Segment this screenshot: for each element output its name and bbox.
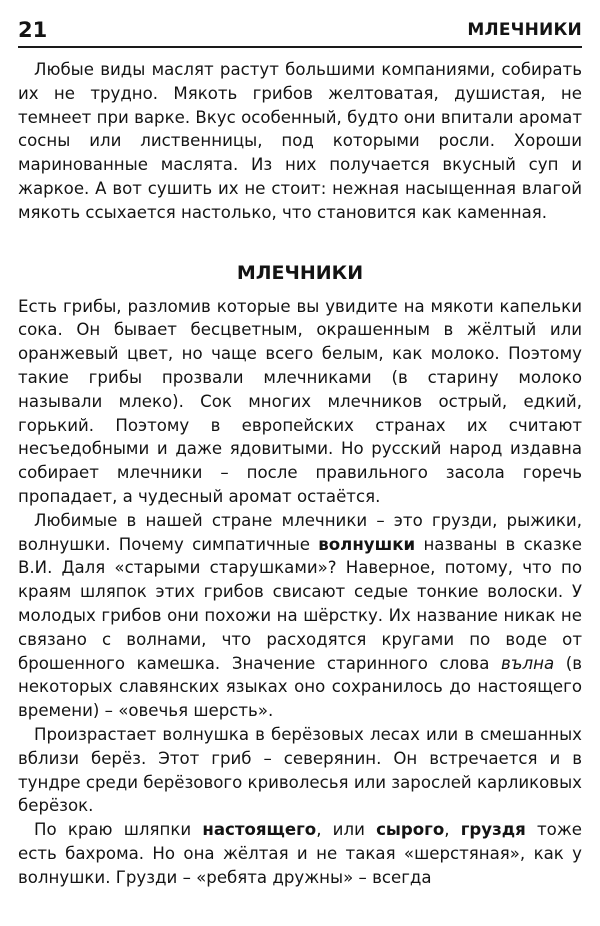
term-volnushki: волнушки (318, 534, 416, 554)
page-number: 21 (18, 18, 48, 42)
running-title: МЛЕЧНИКИ (467, 20, 582, 40)
intro-paragraph: Любые виды маслят растут большими компаниями, собирать их не трудно. Мякоть грибов желтоватая, душистая, не темнеет при варке. Вкус особенный, будто они впитали аромат сосны или лиственницы, под которыми росли. Хороши маринованные маслята. Из них получается вкусный суп и жаркое. А вот сушить их не стоит: нежная насыщенная влагой мякоть ссыхается настолько, что становится как каменная. (18, 60, 582, 222)
term-gruzdya: груздя (460, 820, 526, 840)
term-nastoyashchego: настоящего (202, 820, 317, 840)
paragraph-2: Любимые в нашей стране млечники – это грузди, рыжики, волнушки. Почему симпатичные волнушки названы в сказке В.И. Даля «старыми старушками»? Наверное, потому, что по краям шляпок этих грибов свисают седые тонкие волоски. У молодых грибов они похожи на шёрстку. Их название никак не связано с волнами, что расходятся кругами по воде от брошенного камешка. Значение старинного слова вълна (в некоторых славянских языках оно сохранилось до настоящего времени) – «овечья шерсть». (18, 510, 582, 721)
section-heading-wrap (18, 255, 582, 295)
paragraph-3: Произрастает волнушка в берёзовых лесах или в смешанных вблизи берёз. Этот гриб – северянин. Он встречается и в тундре среди берёзового криволесья или зарослей карликовых берёзок. (18, 724, 582, 816)
paragraph-1: Есть грибы, разломив которые вы увидите на мякоти капельки сока. Он бывает бесцветным, окрашенным в жёлтый или оранжевый цвет, но чаще всего белым, как молоко. Поэтому такие грибы прозвали млечниками (в старину молоко называли млеко). Сок многих млечников острый, едкий, горький. Поэтому в европейских странах их считают несъедобными и даже ядовитыми. Но русский народ издавна собирает млечники – после правильного засола горечь пропадает, а чудесный аромат остаётся. (18, 296, 582, 506)
page-header (18, 14, 582, 48)
section-title: МЛЕЧНИКИ (236, 261, 364, 284)
paragraph-4: По краю шляпки настоящего, или сырого, груздя тоже есть бахрома. Но она жёлтая и не такая «шерстяная», как у волнушки. Грузди – «ребята дружны» – всегда (18, 820, 582, 887)
page-body (18, 58, 582, 890)
term-syrogo: сырого (376, 820, 445, 840)
term-vylna: вълна (500, 653, 555, 673)
